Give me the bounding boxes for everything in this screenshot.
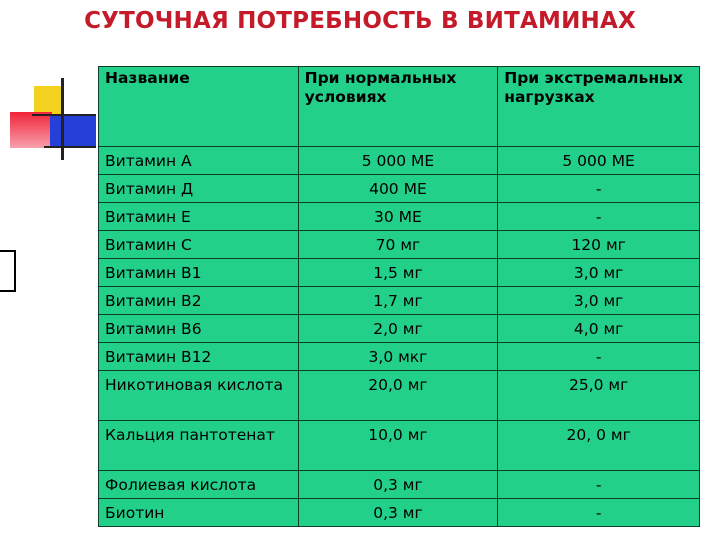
normal-value: 70 мг	[298, 231, 498, 259]
extreme-value: 120 мг	[498, 231, 700, 259]
extreme-value: -	[498, 343, 700, 371]
table-row	[99, 499, 700, 527]
extreme-value: -	[498, 471, 700, 499]
vitamin-name: Витамин С	[99, 231, 299, 259]
table-row	[99, 421, 700, 471]
normal-value: 10,0 мг	[298, 421, 498, 471]
decor-horizontal-line	[44, 146, 96, 148]
table-row	[99, 471, 700, 499]
table-header-row	[99, 67, 700, 147]
extreme-value: -	[498, 175, 700, 203]
table-row	[99, 147, 700, 175]
extreme-value: 3,0 мг	[498, 259, 700, 287]
vitamin-name: Витамин В6	[99, 315, 299, 343]
normal-value: 3,0 мкг	[298, 343, 498, 371]
extreme-value: 5 000 МЕ	[498, 147, 700, 175]
decor-blue-square	[50, 116, 96, 146]
table-row	[99, 343, 700, 371]
decor-horizontal-line	[32, 114, 96, 116]
vitamin-name: Никотиновая кислота	[99, 371, 299, 421]
table-row	[99, 175, 700, 203]
vitamin-name: Кальция пантотенат	[99, 421, 299, 471]
vitamin-name: Витамин В1	[99, 259, 299, 287]
normal-value: 30 МЕ	[298, 203, 498, 231]
vitamins-table	[98, 66, 700, 527]
extreme-value: -	[498, 203, 700, 231]
column-header-name: Название	[99, 67, 299, 147]
side-frame	[0, 250, 16, 292]
extreme-value: -	[498, 499, 700, 527]
normal-value: 1,7 мг	[298, 287, 498, 315]
vitamin-name: Биотин	[99, 499, 299, 527]
normal-value: 2,0 мг	[298, 315, 498, 343]
extreme-value: 3,0 мг	[498, 287, 700, 315]
table-row	[99, 287, 700, 315]
table-row	[99, 259, 700, 287]
extreme-value: 25,0 мг	[498, 371, 700, 421]
vitamin-name: Витамин В12	[99, 343, 299, 371]
normal-value: 400 МЕ	[298, 175, 498, 203]
normal-value: 20,0 мг	[298, 371, 498, 421]
extreme-value: 4,0 мг	[498, 315, 700, 343]
vitamin-name: Фолиевая кислота	[99, 471, 299, 499]
decor-red-square	[10, 112, 52, 148]
table-row	[99, 371, 700, 421]
normal-value: 1,5 мг	[298, 259, 498, 287]
table-row	[99, 231, 700, 259]
extreme-value: 20, 0 мг	[498, 421, 700, 471]
vitamin-name: Витамин Д	[99, 175, 299, 203]
vitamin-name: Витамин А	[99, 147, 299, 175]
vitamin-name: Витамин Е	[99, 203, 299, 231]
page-title: СУТОЧНАЯ ПОТРЕБНОСТЬ В ВИТАМИНАХ	[84, 8, 636, 34]
normal-value: 5 000 МЕ	[298, 147, 498, 175]
table-row	[99, 315, 700, 343]
normal-value: 0,3 мг	[298, 499, 498, 527]
table-row	[99, 203, 700, 231]
column-header-normal: При нормальных условиях	[298, 67, 498, 147]
column-header-extreme: При экстремальных нагрузках	[498, 67, 700, 147]
normal-value: 0,3 мг	[298, 471, 498, 499]
vitamin-name: Витамин В2	[99, 287, 299, 315]
